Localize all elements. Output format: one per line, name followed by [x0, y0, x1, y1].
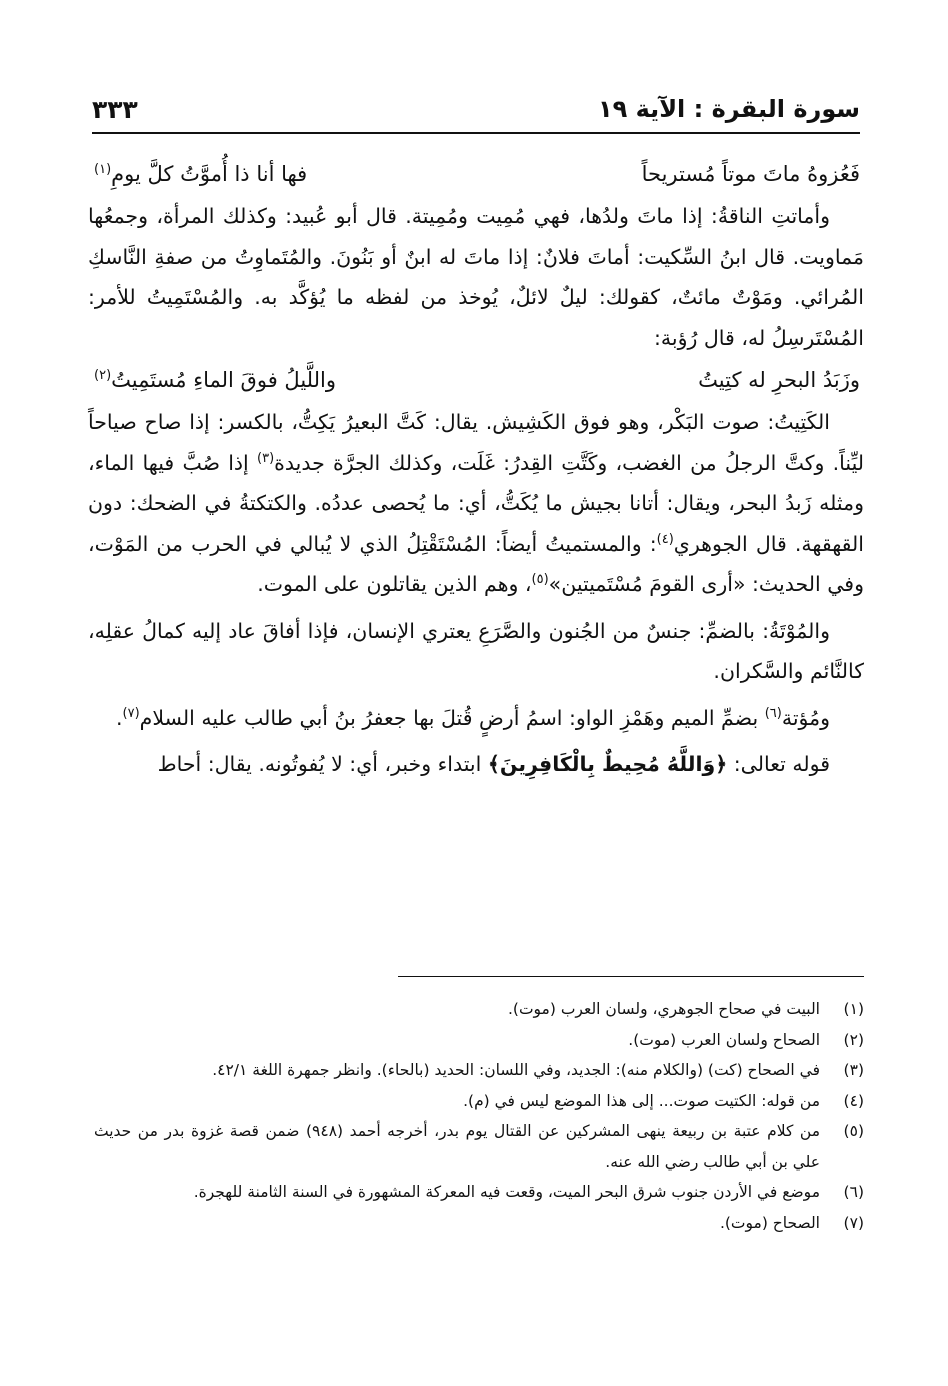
footnotes: [94, 994, 864, 1238]
footnote: [94, 994, 864, 1025]
verse-hemistich-text: واللَّيلُ فوقَ الماءِ مُستَمِيتُ: [111, 367, 336, 392]
footnote-text: الصحاح ولسان العرب (موت).: [628, 1030, 820, 1049]
poetry-verse-1: [88, 152, 864, 196]
footnote-text: في الصحاح (كت) (والكلام منه): الجديد، وفي اللسان: الحديد (بالحاء). وانظر جمهرة اللغة ٤٢/١.: [212, 1061, 820, 1079]
page-number: ٣٣٣: [92, 94, 138, 124]
text-span: .: [115, 705, 123, 730]
footnote: [94, 1055, 864, 1086]
running-header: [92, 88, 860, 130]
verse-hemistich-2: [88, 360, 336, 401]
text-span: ، وهم الذين يقاتلون على الموت.: [257, 572, 532, 596]
paragraph-2: [88, 402, 864, 605]
footnote-ref: (١): [94, 161, 112, 177]
footnote-number: (١): [843, 1000, 864, 1018]
verse-hemistich-1: [642, 154, 864, 195]
footnote-ref: (٦): [764, 705, 782, 721]
surah-title: سورة البقرة : الآية ١٩: [597, 95, 860, 123]
footnote-ref: (٢): [94, 367, 112, 383]
quran-verse: ﴿وَاللَّهُ مُحِيطٌ بِالْكَافِرِينَ﴾: [487, 752, 728, 776]
paragraph-4: [88, 698, 864, 739]
paragraph-5: [88, 744, 864, 785]
verse-hemistich-text: فَعُزوهُ ماتَ موتاً مُستريحاً: [641, 161, 860, 186]
text-span: ومُؤتة: [781, 705, 830, 730]
footnote-number: (٢): [843, 1030, 864, 1049]
footnote-ref: (٣): [257, 450, 275, 466]
paragraph-3: والمُوْتَةُ: بالضمِّ: جنسٌ من الجُنون والصَّرَعِ يعتري الإنسان، فإذا أفاقَ عاد إليه كمالُ عقلِه، كالنَّائم والسَّكران.: [88, 618, 864, 683]
paragraph-1: وأماتتِ الناقةُ: إذا ماتَ ولدُها، فهي مُمِيت ومُمِيتة. قال أبو عُبيد: وكذلك المرأة، وجمعُها مَماويت. قال ابنُ السِّكيت: أماتَ فلانٌ: إذا ماتَ له ابنٌ أو بَنُونَ. والمُتَماوِتُ من صفةِ النَّاسكِ المُرائي. ومَوْتٌ مائتٌ، كقولك: ليلٌ لائلٌ، يُوخذ من لفظه ما يُؤكَّد به. والمُسْتَمِيتُ للأمر: المُسْتَرسِلُ له، قال رُؤبة:: [88, 204, 864, 350]
footnote: [94, 1177, 864, 1208]
footnote: [94, 1086, 864, 1117]
main-text: [88, 152, 864, 785]
footnote-number: (٦): [843, 1183, 864, 1201]
footnote-ref: (٤): [656, 531, 674, 547]
footnote-number: (٣): [843, 1061, 864, 1079]
text-span: : والمستميتُ أيضاً: المُسْتَقْتِلُ الذي لا يُبالي في الحرب من المَوْت، وفي الحديث: «أرى القومَ مُسْتَميتين»: [88, 531, 864, 596]
footnote-ref: (٥): [531, 572, 549, 588]
footnote-number: (٥): [843, 1122, 864, 1140]
footnote-number: (٤): [843, 1091, 864, 1110]
footnote-ref: (٧): [122, 705, 140, 721]
verse-hemistich-2: [88, 154, 307, 195]
text-span: بضمِّ الميم وهَمْزِ الواو: اسمُ أرضٍ قُتلَ بها جعفرُ بنُ أبي طالب عليه السلام: [139, 705, 765, 730]
footnote-text: من كلام عتبة بن ربيعة ينهى المشركين عن القتال يوم بدر، أخرجه أحمد (٩٤٨) ضمن قصة غزوة بدر من حديث علي بن أبي طالب رضي الله عنه.: [94, 1122, 820, 1171]
verse-hemistich-text: فها أنا ذا أُموَّتُ كلَّ يومِ: [111, 161, 308, 186]
poetry-verse-2: [88, 358, 864, 402]
header-rule: [92, 132, 860, 134]
footnote-number: (٧): [843, 1213, 864, 1232]
footnote: [94, 1116, 864, 1177]
text-span: الكَتِيتُ: صوت البَكْر، وهو فوق الكَشِيش. يقال: كَتَّ البعيرُ يَكِتُّ، بالكسر: إذا صاح صياحاً ليِّناً. وكتَّ الرجلُ من الغضب، وكَتَّتِ القِدرُ: غَلَت، وكذلك الجرَّة جديدة: [88, 410, 865, 475]
footnote: [94, 1208, 864, 1239]
text-span: قوله تعالى:: [727, 752, 830, 776]
footnote-text: الصحاح (موت).: [719, 1213, 820, 1232]
text-span: إذا صُبَّ فيها الماء، ومثله زَبدُ البحر، ويقال: أتانا بجيش ما يُكَتُّ، أي: ما يُحصى عددُه. والكتكتةُ في الضحك: دون القهقهة. قال الجوهري: [88, 450, 864, 556]
footnote-text: موضع في الأردن جنوب شرق البحر الميت، وقعت فيه المعركة المشهورة في السنة الثامنة للهجرة.: [193, 1183, 820, 1201]
footnote-text: البيت في صحاح الجوهري، ولسان العرب (موت).: [507, 1000, 820, 1018]
footnote: [94, 1025, 864, 1056]
footnote-text: من قوله: الكتيت صوت... إلى هذا الموضع ليس في (م).: [463, 1091, 820, 1110]
verse-hemistich-text: وزَبَدُ البحرِ له كتِيتُ: [698, 367, 860, 392]
footnote-separator: [398, 976, 864, 977]
verse-hemistich-1: [698, 360, 864, 401]
text-span: ابتداء وخبر، أي: لا يُفوتُونه. يقال: أحاط: [157, 752, 488, 776]
